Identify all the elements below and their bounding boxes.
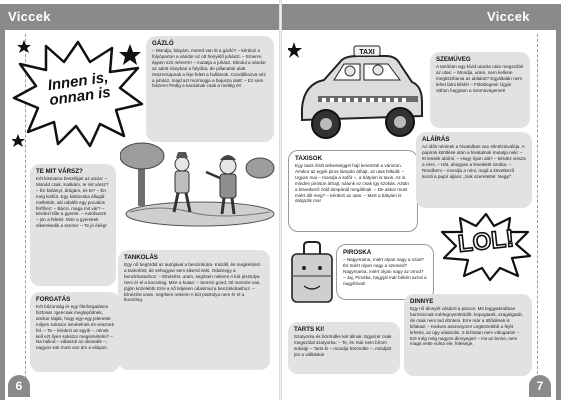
page-number-left: 6 [8,375,30,397]
joke-title: TARTS KI! [294,326,325,333]
svg-text:TAXI: TAXI [359,49,375,56]
joke-title: FORGATÁS [36,296,71,303]
joke-text: A tanítóan egy kívid utazás után megszólal az utas: – Mondja, uram, nem kellene megtisztítania az ablakot? Egyáltalán nem lehet látni kifelé! – Fölöslegesi! Úgyis otthon hagytam a szemüvegemet! [436,64,524,93]
joke-tarts-ki [288,322,400,374]
joke-title: TE MIT VÁRSZ? [36,168,83,175]
joke-title: TAXISOK [295,155,323,162]
joke-piroska [336,244,434,300]
joke-text: Egy taxis őrült sebességgel hajt keresztül a városon. Amikor az egyik piros lámpán áthajt, az utas felkiált: – Ugyan mai – mondja a sofőr –, a bátyám is taxis. Az is minden piroson áthajt, nálunk ez csak így szokás. Aztán a következő zöld lámpánál megállnak. – De akkor most miért állt meg? – kérdezi az utas. – Mert a bátyám is dolgozik ma! [295,163,409,204]
joke-text: Két bűzonság ér egy filmforgatáson biztosat. Igencsak meglepődnek, amikor látják, hogy egy-egy jelenetet milyen sokszor ismételnek és vesznek fel. – Te – kérdezi az egyik –, minek kell ezt ilyen sokszor megismételni? – Na hallod – válaszol az okosabb –, nagyon sok most van ám a világon. [36,304,114,351]
joke-title: SZEMÜVEG [436,56,471,63]
joke-taxisok [288,150,418,232]
joke-te-mit-varsz [30,164,116,286]
dashed-guide-right [537,34,538,394]
header-title-left: Viccek [8,9,51,24]
joke-text: Szatyorka és böröndke két állnak. Egyszer csak megszólal szatyorka: – Te, én már nem bírom sokáig! – Tarts ki – mondja böröndke –, mindjárt jön a válltáska! [294,334,392,357]
joke-forgatas [30,292,120,372]
joke-tankolas [118,250,270,370]
joke-title: PIROSKA [343,249,372,256]
joke-text: – Mondja, bátyám, mered van itt a gázló? – kérdezi a folyóparton a vándor az ott henyélő juhászt. – Emerre, éppen szó mérerre! – mutatja a juhász. Elindul a vándor az adott irányban a folyóba, de pillanatok alatt összecsapnak a feje felett a hullámok. Csodálkozva néz a juhász, majd azt mormogja a bajusza alatt: – Ez sem hiszem! Pedig a kacsának csak a mellég ér! [152,48,266,89]
joke-title: ALÁÍRÁS [422,136,450,143]
lol-text: LOL! [456,225,516,258]
header-title-right: Viccek [487,9,530,24]
book-spine [279,0,282,400]
joke-szemuveg [430,52,530,128]
joke-text: Két kismama beszélget az utcán: – Mondd csak, Katikám, te mit vársz? – Én kislányt, drágám, és te? – Én meg kisfiút. Egy kisbocska állogál mellettük, aki odaléb egy pocakos férfihez: – Bácsi, maga mit vár? – kérdezi tőle a gyerek. – Autóbuszt! – jön a felelet. Mire a gyerekek elkerekedik a szeme: – Te jó ééég! [36,176,109,229]
joke-title: DINNYE [410,298,434,305]
page-number-right: 7 [529,375,551,397]
suitcase-illustration [288,238,338,308]
joke-text: – Nagymama, miért olyan nagy a szád? És miért olyan nagy a szemed? Nagymama, miért olyan nagy az orrod? – Jaj, Piroska, hagyjál már békén azzal a nagyítóval! [343,257,427,286]
joke-text: Az idős néninek a hivatalban van elintéznivalója. A papírok kitöltése után a hivatalnok mutatja neki: – Itt tessék aláírni. – Hogy írjam alá? – kérdez vissza a néni. – Hát, ahogyan a levelekét szokta. – Rendben! – mondja a néni, majd a következő kezdi a papír aljára: „Sok szeretettel: Nagyi". [422,144,526,179]
joke-text: Egy nő begördül az autójával a benzinkútra. Kiszáll, és megkérdezi a tankolóst, de sehogyan sem sikerül neki. Odamegy a benzinkutashoz: – Elnézést, uram, segítsen nekem! A kút pisztolya nem ér el a kocsimig. Mire a kutas: – Semmi gond, töl mensze van, jöjjön közelebb! Erre a nő teljesen odasimul a benzinkútashoz. – Elnézést uram, segítsen nekem! A kút pisztolya nem ér el a kocsimig. [124,262,261,303]
river-crossing-illustration [120,142,276,228]
joke-alairas [416,132,532,208]
joke-gazlo [146,36,274,142]
taxi-car-illustration [288,40,428,148]
joke-text: Egy nő dinnyét vásárol a piacon. Mit leggyakrabban harmincnak mérlegnyenktódőt, kopogtatót, szagolgatót, de csak nem tud dönteni. Erre már a ütlődések is kifakad: – Kedves asszonyom! Legközelebb a fejét lehetni, az úgy vásárolni, ö biztosan nem válogatós! – Ezt még még nagyon dinnyegor! – Ha az lenne, nem maga vette volna ele, felesége. [410,306,523,347]
joke-dinnye [404,294,532,376]
badge-text: Innen is, onnan is [46,68,112,110]
joke-title: GÁZLÓ [152,40,174,47]
joke-title: TANKOLÁS [124,254,158,261]
